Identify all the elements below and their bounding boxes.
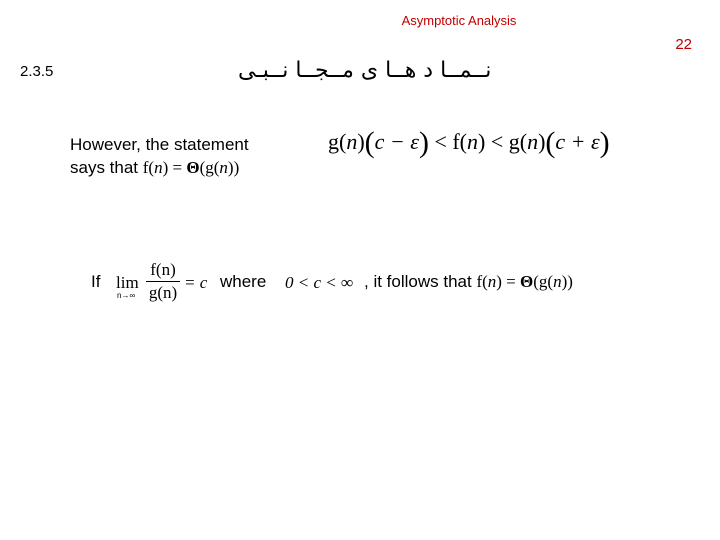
- statement-text: [70, 133, 310, 179]
- conclusion-text: , it follows that f(n) = Θ(g(n)): [364, 272, 573, 291]
- statement-says-that: says that: [70, 158, 143, 177]
- lim-operator: lim: [116, 273, 139, 292]
- equals-c: = c: [184, 273, 208, 292]
- where-word: where: [220, 272, 267, 291]
- page-number: 22: [675, 36, 692, 53]
- range-formula: 0 < c < ∞: [285, 273, 354, 292]
- statement-formula: f(n) = Θ(g(n)): [142, 158, 240, 177]
- fraction-denominator: g(n): [148, 283, 178, 302]
- lim-subscript: n→∞: [117, 291, 136, 300]
- limit-fraction: [146, 260, 180, 303]
- section-number: 2.3.5: [20, 63, 54, 80]
- statement-line1: However, the statement: [70, 135, 249, 154]
- header-title: Asymptotic Analysis: [401, 13, 517, 28]
- fraction-numerator: f(n): [150, 260, 176, 279]
- fraction-bar: [146, 281, 180, 282]
- if-word: If: [91, 272, 101, 291]
- inequality-formula: g(n)(c − ε) < f(n) < g(n)(c + ε): [328, 126, 610, 159]
- slide-title: نــمــا د هــا ی مــجــا نــبـی: [238, 58, 492, 83]
